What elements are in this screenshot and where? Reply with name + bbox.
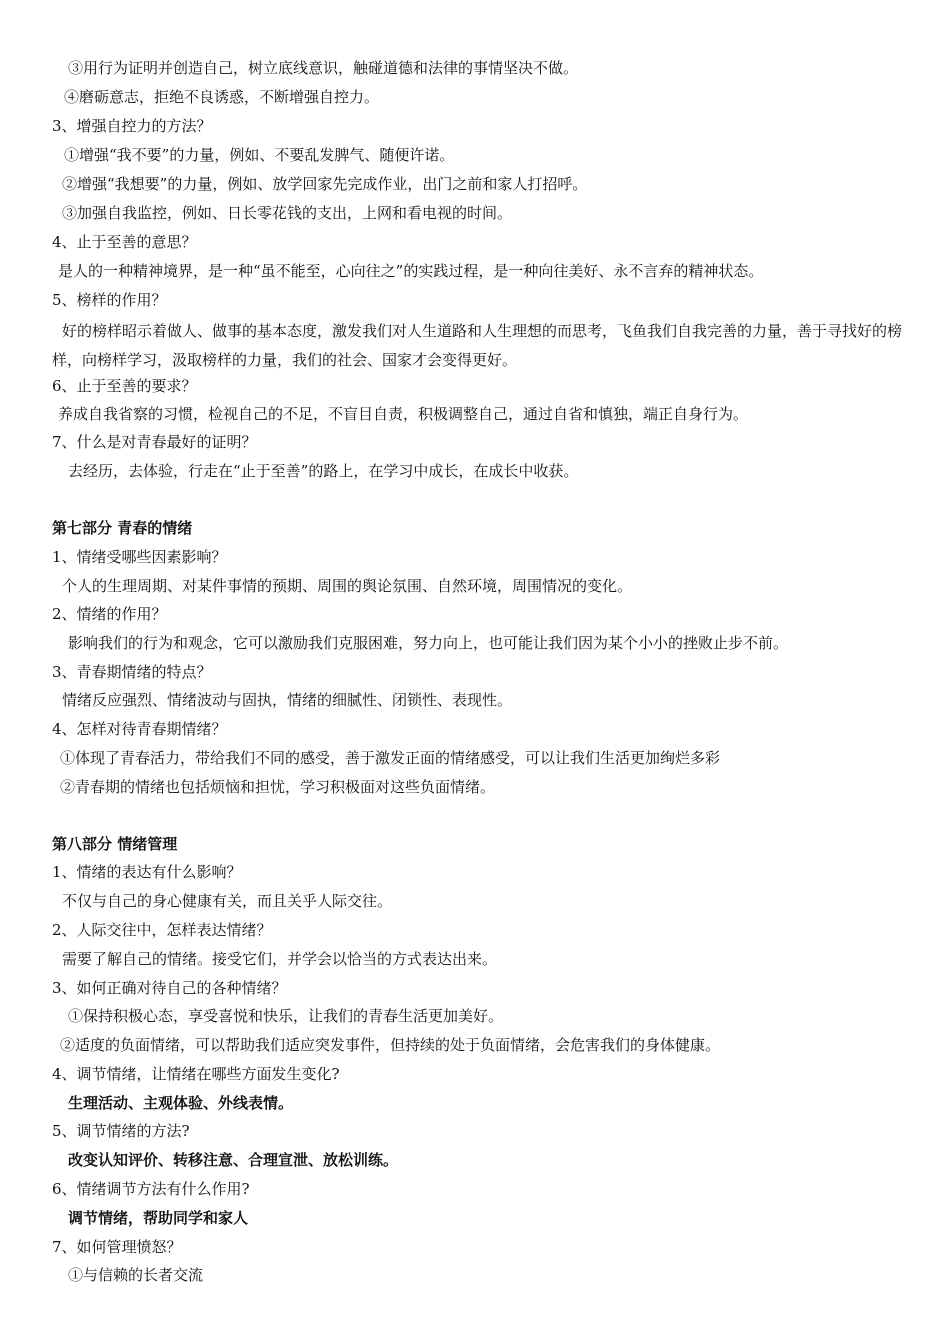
answer-line: 是人的一种精神境界，是一种“虽不能至，心向往之”的实践过程，是一种向往美好、永不言弃的精神状态。 <box>58 262 764 280</box>
section-heading: 第七部分 青春的情绪 <box>52 519 193 537</box>
answer-line: ①体现了青春活力，带给我们不同的感受，善于激发正面的情绪感受，可以让我们生活更加绚烂多彩 <box>60 749 721 767</box>
question-line: 7、如何管理愤怒？ <box>52 1238 182 1256</box>
answer-line: ①增强“我不要”的力量，例如、不要乱发脾气、随便许诺。 <box>64 146 455 164</box>
answer-line: 影响我们的行为和观念，它可以激励我们克服困难，努力向上，也可能让我们因为某个小小的挫败止步不前。 <box>68 634 789 652</box>
question-line: 2、情绪的作用？ <box>52 605 167 623</box>
question-line: 4、调节情绪，让情绪在哪些方面发生变化? <box>52 1065 340 1083</box>
answer-line: ③加强自我监控，例如、日长零花钱的支出，上网和看电视的时间。 <box>62 204 513 222</box>
question-line: 3、青春期情绪的特点？ <box>52 663 212 681</box>
answer-line: ④磨砺意志，拒绝不良诱惑，不断增强自控力。 <box>64 88 380 106</box>
answer-line: 去经历，去体验，行走在“止于至善”的路上，在学习中成长，在成长中收获。 <box>68 462 579 480</box>
question-line: 4、怎样对待青春期情绪？ <box>52 720 227 738</box>
question-line: 4、止于至善的意思？ <box>52 233 197 251</box>
question-line: 6、情绪调节方法有什么作用? <box>52 1180 250 1198</box>
section-heading: 第八部分 情绪管理 <box>52 835 178 853</box>
answer-line: ③用行为证明并创造自己，树立底线意识，触碰道德和法律的事情坚决不做。 <box>68 59 579 77</box>
answer-line: ①保持积极心态，享受喜悦和快乐，让我们的青春生活更加美好。 <box>68 1007 504 1025</box>
question-line: 7、什么是对青春最好的证明？ <box>52 433 257 451</box>
question-line: 5、榜样的作用？ <box>52 291 167 309</box>
question-line: 1、情绪的表达有什么影响？ <box>52 863 242 881</box>
answer-line-bold: 调节情绪，帮助同学和家人 <box>68 1209 249 1227</box>
question-line: 3、增强自控力的方法？ <box>52 117 212 135</box>
answer-paragraph: 好的榜样昭示着做人、做事的基本态度，激发我们对人生道路和人生理想的而思考，飞鱼我们自我完善的力量，善于寻找好的榜样，向榜样学习，汲取榜样的力量，我们的社会、国家才会变得更好。 <box>52 322 902 369</box>
answer-line: 养成自我省察的习惯，检视自己的不足，不盲目自责，积极调整自己，通过自省和慎独，端正自身行为。 <box>58 405 749 423</box>
answer-line: ②增强“我想要”的力量，例如、放学回家先完成作业，出门之前和家人打招呼。 <box>62 175 588 193</box>
answer-line: 情绪反应强烈、情绪波动与固执，情绪的细腻性、闭锁性、表现性。 <box>62 691 513 709</box>
answer-line: ②青春期的情绪也包括烦恼和担忧，学习积极面对这些负面情绪。 <box>60 778 496 796</box>
question-line: 3、如何正确对待自己的各种情绪？ <box>52 979 287 997</box>
question-line: 2、人际交往中，怎样表达情绪？ <box>52 921 272 939</box>
question-line: 1、情绪受哪些因素影响？ <box>52 548 227 566</box>
question-line: 6、止于至善的要求？ <box>52 377 197 395</box>
answer-line-bold: 改变认知评价、转移注意、合理宣泄、放松训练。 <box>68 1151 399 1169</box>
answer-line-bold: 生理活动、主观体验、外线表情。 <box>68 1094 294 1112</box>
answer-line: 需要了解自己的情绪。接受它们，并学会以恰当的方式表达出来。 <box>62 950 498 968</box>
answer-line: ②适度的负面情绪，可以帮助我们适应突发事件，但持续的处于负面情绪，会危害我们的身体健康。 <box>60 1036 721 1054</box>
question-line: 5、调节情绪的方法? <box>52 1122 190 1140</box>
answer-line: 个人的生理周期、对某件事情的预期、周围的舆论氛围、自然环境，周围情况的变化。 <box>62 577 633 595</box>
answer-line: 不仅与自己的身心健康有关，而且关乎人际交往。 <box>62 892 393 910</box>
answer-line: ①与信赖的长者交流 <box>68 1266 204 1284</box>
